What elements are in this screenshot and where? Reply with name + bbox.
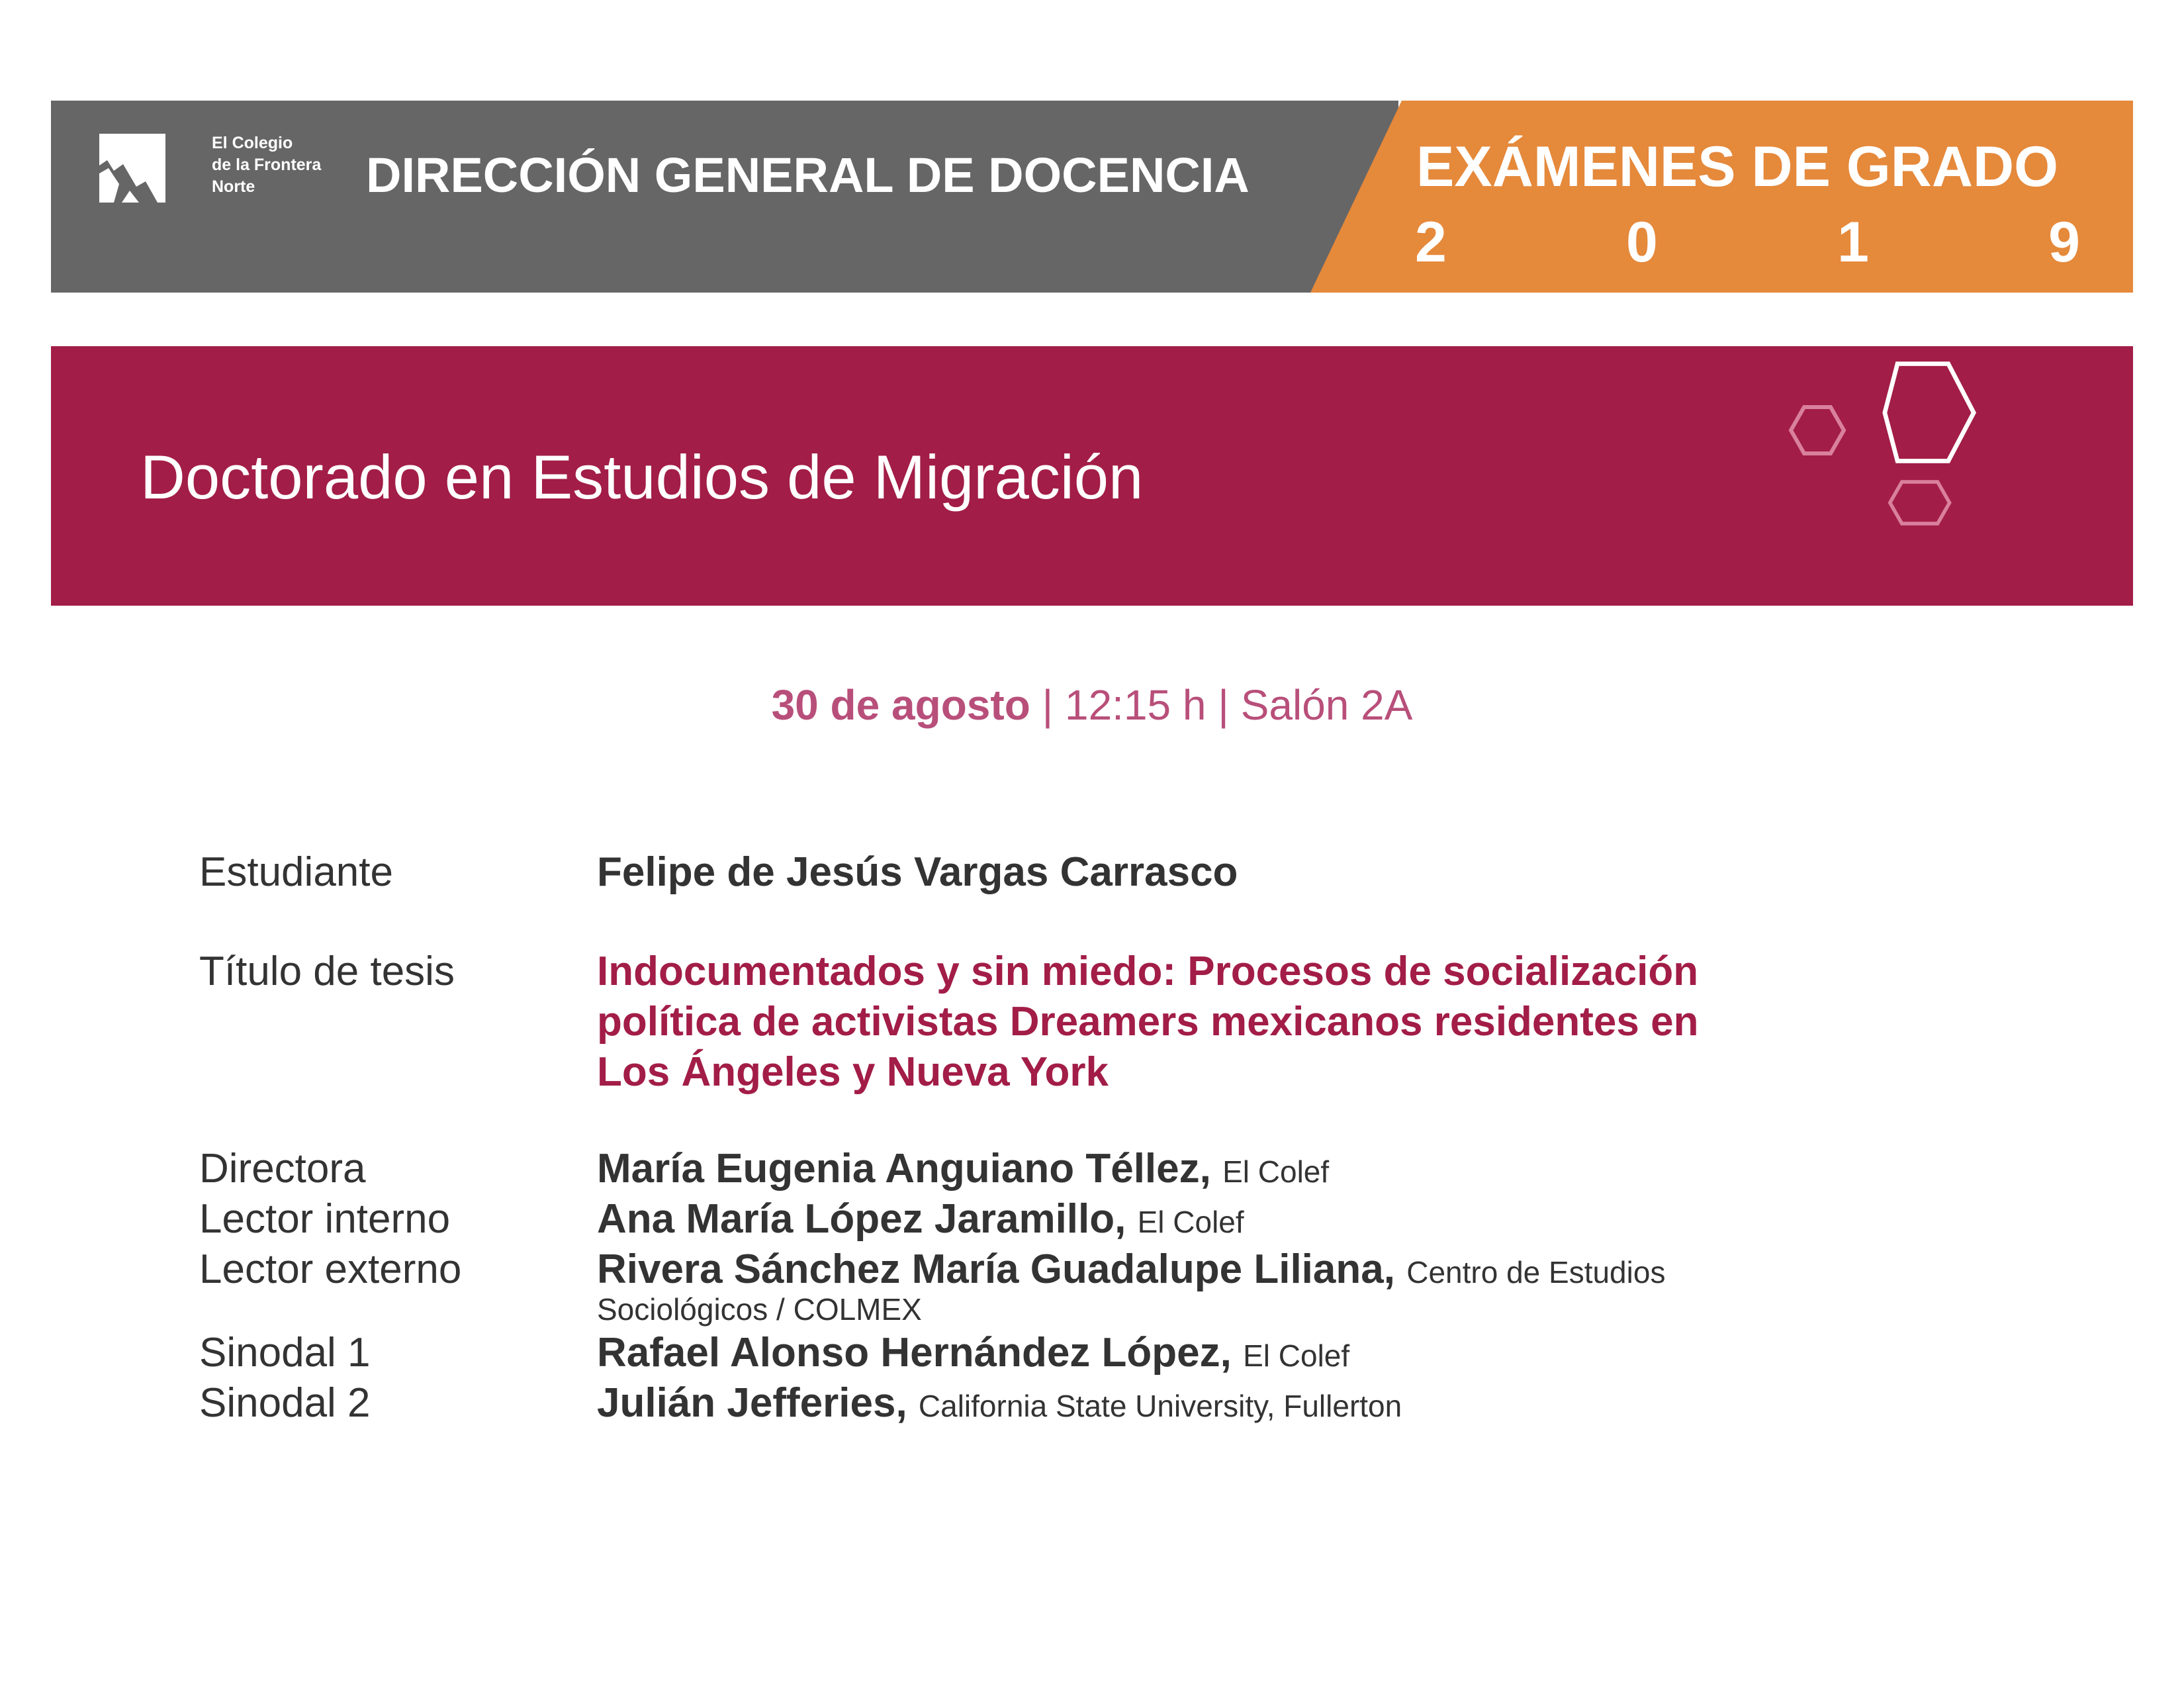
event-info (0, 679, 2184, 731)
event-time: 12:15 h (1064, 681, 1206, 729)
thesis-title (597, 947, 1921, 1098)
logo-line: Norte (212, 177, 255, 196)
event-separator: | (1206, 681, 1241, 729)
event-date: 30 de agosto (771, 681, 1030, 729)
year-digit: 0 (1626, 210, 1658, 274)
member-name: Julián Jefferies, (597, 1380, 907, 1426)
institution-logo (99, 132, 324, 209)
member-name: María Eugenia Anguiano Téllez, (597, 1146, 1211, 1191)
event-separator: | (1030, 681, 1065, 729)
member-institution-continued: Sociológicos / COLMEX (597, 1292, 922, 1327)
thesis-line: política de activistas Dreamers mexicanos residentes en (597, 999, 1699, 1045)
student-label: Estudiante (199, 849, 393, 895)
student-name: Felipe de Jesús Vargas Carrasco (597, 849, 1238, 895)
committee-member (597, 1144, 1329, 1197)
exam-title: EXÁMENES DE GRADO (1416, 135, 2059, 199)
member-institution: El Colef (1243, 1338, 1350, 1373)
org-title: DIRECCIÓN GENERAL DE DOCENCIA (366, 148, 1250, 203)
member-institution: El Colef (1137, 1205, 1244, 1239)
logo-text (212, 132, 371, 198)
member-name: Rivera Sánchez María Guadalupe Liliana, (597, 1246, 1395, 1292)
year-digit: 2 (1415, 210, 1447, 274)
committee-role: Lector externo (199, 1246, 462, 1292)
thesis-line: Los Ángeles y Nueva York (597, 1049, 1109, 1095)
committee-member (597, 1244, 1665, 1297)
year-digit: 9 (2048, 210, 2080, 274)
thesis-line: Indocumentados y sin miedo: Procesos de socialización (597, 949, 1699, 994)
committee-member (597, 1328, 1349, 1381)
thesis-label: Título de tesis (199, 949, 455, 994)
committee-member (597, 1378, 1402, 1431)
member-institution: California State University, Fullerton (918, 1389, 1402, 1423)
committee-role: Directora (199, 1146, 366, 1191)
committee-role: Sinodal 1 (199, 1330, 371, 1376)
logo-line: de la Frontera (212, 156, 322, 174)
committee-role: Sinodal 2 (199, 1380, 371, 1426)
colef-mountain-logo-icon (99, 134, 165, 203)
member-institution: El Colef (1222, 1154, 1330, 1189)
exam-year (1415, 210, 2080, 274)
member-name: Rafael Alonso Hernández López, (597, 1330, 1232, 1376)
logo-line: El Colegio (212, 134, 293, 152)
committee-role: Lector interno (199, 1196, 451, 1242)
year-digit: 1 (1837, 210, 1869, 274)
committee-member (597, 1194, 1244, 1247)
member-institution: Centro de Estudios (1406, 1255, 1666, 1289)
event-room: Salón 2A (1240, 681, 1413, 729)
member-name: Ana María López Jaramillo, (597, 1196, 1126, 1242)
program-title: Doctorado en Estudios de Migración (140, 442, 1144, 512)
hexagon-cluster-icon (1787, 357, 2025, 596)
